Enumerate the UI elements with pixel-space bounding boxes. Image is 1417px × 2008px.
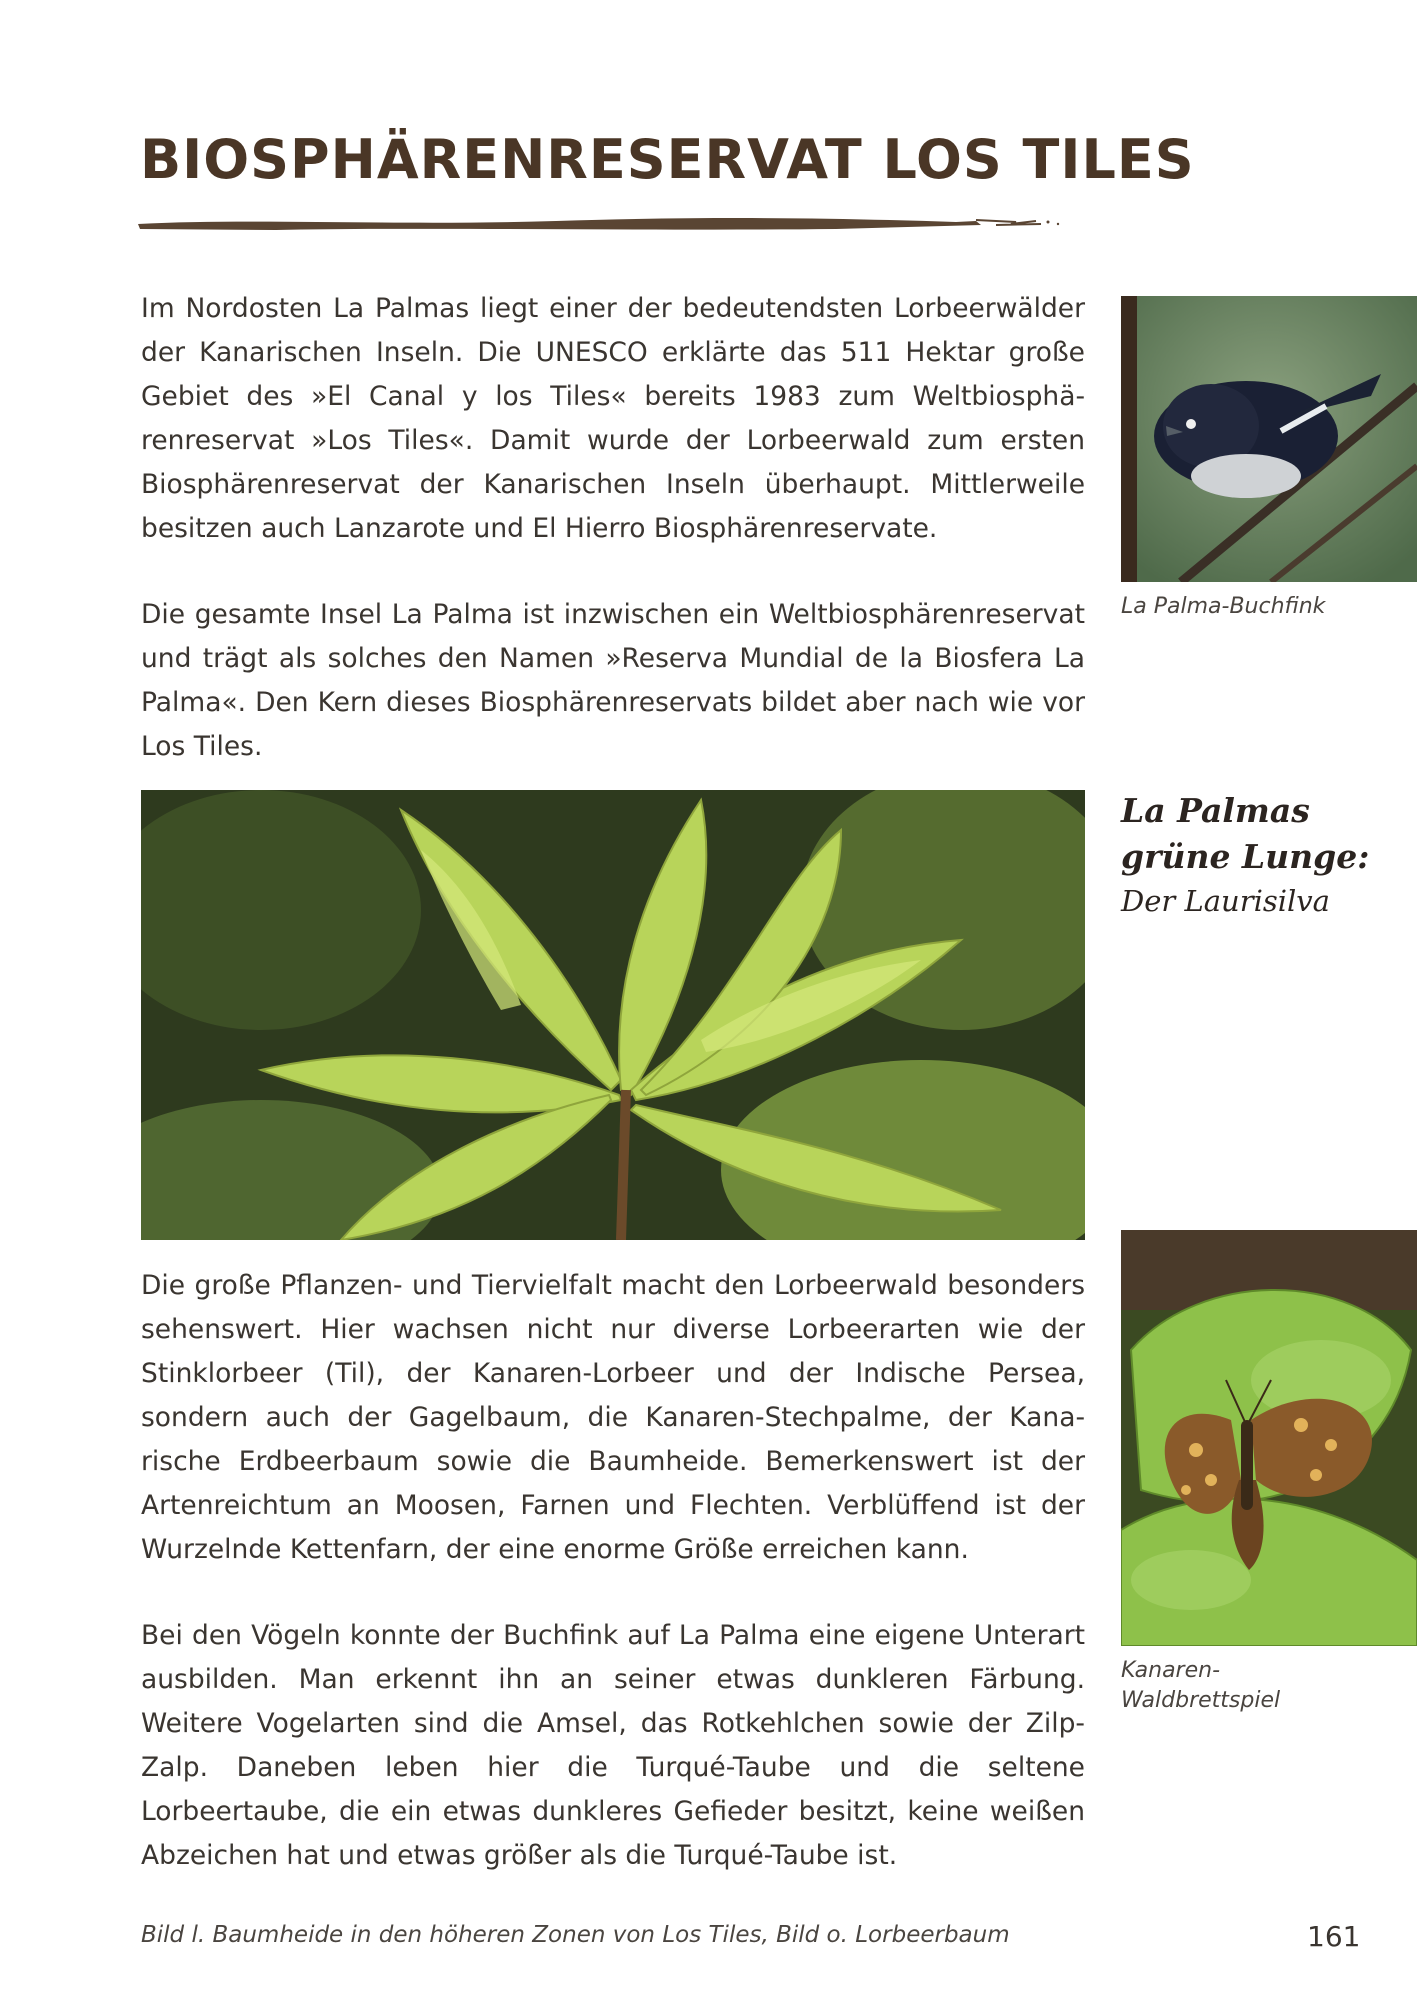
butterfly-caption-line2: Waldbrettspiel (1121, 1688, 1281, 1713)
bird-photo (1121, 296, 1417, 582)
page-title: BIOSPHÄRENRESERVAT LOS TILES (140, 128, 1195, 191)
laurel-tree-photo (141, 790, 1085, 1240)
paragraph-island: Die gesamte Insel La Palma ist inzwischen ein Weltbiosphärenreservat und trägt als solches den Namen »Reserva Mundial de la Biosfera La Palma«. Den Kern dieses Biosphärenreservats bildet aber nach wie vor Los Tiles. (141, 599, 1085, 762)
bird-caption: La Palma-Buchfink (1121, 594, 1326, 619)
paragraph-birds: Bei den Vögeln konnte der Buchfink auf La Palma eine eigene Unterart ausbilden. Man erkennt ihn an seiner etwas dunkleren Färbung. Weitere Vogelarten sind die Amsel, das Rotkehlchen sowie der Zilp-Zalp. Daneben leben hier die Turqué-Taube und die seltene Lorbeertaube, die ein etwas dunkleres Gefieder besitzt, keine weißen Abzeichen hat und etwas größer als die Turqué-Taube ist. (141, 1620, 1085, 1871)
butterfly-photo (1121, 1230, 1417, 1646)
butterfly-caption-line1: Kanaren- (1121, 1658, 1221, 1683)
paragraph-intro: Im Nordosten La Palmas liegt einer der bedeutendsten Lorbeerwälder der Kanarischen Inseln. Die UNESCO erklärte das 511 Hektar große Gebiet des »El Canal y los Tiles« bereits 1983 zum Weltbiosphärenreservat »Los Tiles«. Damit wurde der Lorbeerwald zum ersten Biosphärenreservat der Kanarischen Inseln überhaupt. Mittlerweile besitzen auch Lanzarote und El Hierro Biosphärenreservate. (141, 293, 1085, 544)
sidebar-heading: La Palmas grüne Lunge: (1121, 791, 1370, 876)
page-number: 161 (1307, 1920, 1361, 1953)
footer-caption: Bild l. Baumheide in den höheren Zonen von Los Tiles, Bild o. Lorbeerbaum (141, 1922, 1010, 1948)
title-underline (136, 212, 1076, 234)
paragraph-flora: Die große Pflanzen- und Tiervielfalt macht den Lorbeerwald besonders sehenswert. Hier wachsen nicht nur diverse Lorbeerarten wie der Stinklorbeer (Til), der Kanaren-Lorbeer und der Indische Persea, sondern auch der Gagelbaum, die Kanaren-Stechpalme, der Kanarische Erdbeerbaum sowie die Baumheide. Bemerkenswert ist der Artenreichtum an Moosen, Farnen und Flechten. Verblüffend ist der Wurzelnde Kettenfarn, der eine enorme Größe erreichen kann. (141, 1270, 1085, 1565)
sidebar-subheading: Der Laurisilva (1121, 884, 1330, 918)
